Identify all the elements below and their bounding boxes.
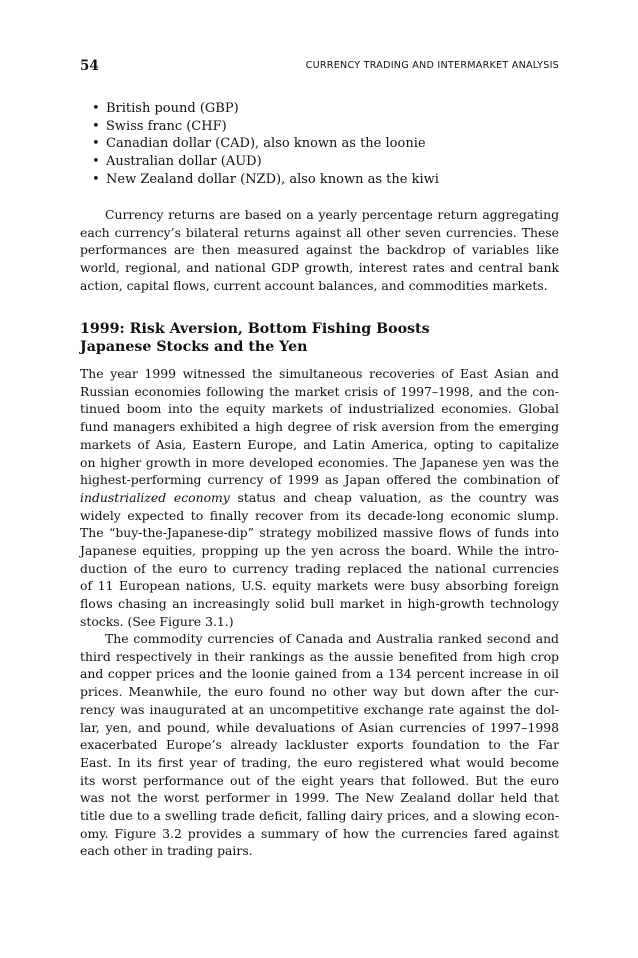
text-line: East. In its first year of trading, the euro registered what would become: [80, 754, 559, 770]
list-item: • Australian dollar (AUD): [92, 153, 439, 171]
text-line: fund managers exhibited a high degree of risk aversion from the emerging: [80, 419, 559, 435]
text-line: stocks. (See Figure 3.1.): [80, 613, 234, 629]
text-line: The commodity currencies of Canada and Australia ranked second and: [105, 631, 559, 646]
text-line: Currency returns are based on a yearly percentage return aggregating: [105, 207, 559, 222]
text-line: The year 1999 witnessed the simultaneous recoveries of East Asian and: [80, 366, 559, 381]
text-line: Japanese equities, propping up the yen across the board. While the intro-: [80, 543, 559, 559]
text-line: Russian economies following the market crisis of 1997–1998, and the con-: [80, 383, 559, 399]
text-line: each other in trading pairs.: [80, 843, 253, 859]
text-line: and copper prices and the loonie gained from a 134 percent increase in oil: [80, 666, 559, 682]
text-line: flows chasing an increasingly solid bull market in high-growth technology: [80, 596, 559, 612]
text-line: its worst performance out of the eight years that followed. But the euro: [80, 772, 559, 788]
currency-list: [92, 100, 439, 189]
text-line: widely expected to finally recover from its decade-long economic slump.: [80, 507, 559, 523]
paragraph-commodity-currencies: [80, 630, 559, 860]
heading-line: 1999: Risk Aversion, Bottom Fishing Boosts: [80, 321, 430, 337]
text-line: performances are then measured against the backdrop of variables like: [80, 242, 559, 258]
text-line: action, capital flows, current account balances, and commodities markets.: [80, 277, 548, 293]
text-line: highest-performing currency of 1999 as Japan offered the combination of: [80, 472, 559, 488]
text-line: lar, yen, and pound, while devaluations of Asian currencies of 1997–1998: [80, 719, 559, 735]
text-line: prices. Meanwhile, the euro found no other way but down after the cur-: [80, 684, 559, 700]
text-line: omy. Figure 3.2 provides a summary of how the currencies fared against: [80, 825, 559, 841]
text-line: The “buy-the-Japanese-dip” strategy mobilized massive flows of funds into: [80, 525, 559, 541]
running-head: [80, 58, 559, 74]
text-line: duction of the euro to currency trading replaced the national currencies: [80, 560, 559, 576]
list-item: • Swiss franc (CHF): [92, 118, 439, 136]
text-line: world, regional, and national GDP growth, interest rates and central bank: [80, 260, 559, 276]
italic-term: industrialized economy: [80, 489, 230, 505]
book-title: CURRENCY TRADING AND INTERMARKET ANALYSIS: [305, 60, 559, 71]
heading-line: Japanese Stocks and the Yen: [80, 339, 308, 355]
text-line: each currency’s bilateral returns against all other seven currencies. These: [80, 224, 559, 240]
section-heading: [80, 320, 559, 356]
text-line: tinued boom into the equity markets of industrialized economies. Global: [80, 401, 559, 417]
list-item: • Canadian dollar (CAD), also known as the loonie: [92, 135, 439, 153]
text-line: on higher growth in more developed economies. The Japanese yen was the: [80, 454, 559, 470]
text-line: rency was inaugurated at an uncompetitive exchange rate against the dol-: [80, 701, 559, 717]
paragraph-currency-returns: [80, 206, 559, 295]
list-item: • New Zealand dollar (NZD), also known as the kiwi: [92, 171, 439, 189]
text-line: exacerbated Europe’s already lackluster exports foundation to the Far: [80, 737, 559, 753]
text-line: markets of Asia, Eastern Europe, and Latin America, opting to capitalize: [80, 436, 559, 452]
text-line: title due to a swelling trade deficit, falling dairy prices, and a slowing econ-: [80, 808, 559, 824]
paragraph-1999-yen: [80, 365, 559, 631]
text-fragment: status and cheap valuation, as the country was: [229, 489, 559, 505]
list-item: • British pound (GBP): [92, 100, 439, 118]
text-line: [80, 489, 559, 507]
text-line: of 11 European nations, U.S. equity markets were busy absorbing foreign: [80, 578, 559, 594]
text-line: was not the worst performer in 1999. The New Zealand dollar held that: [80, 790, 559, 806]
page-number: 54: [80, 58, 99, 74]
text-line: third respectively in their rankings as the aussie benefited from high crop: [80, 648, 559, 664]
